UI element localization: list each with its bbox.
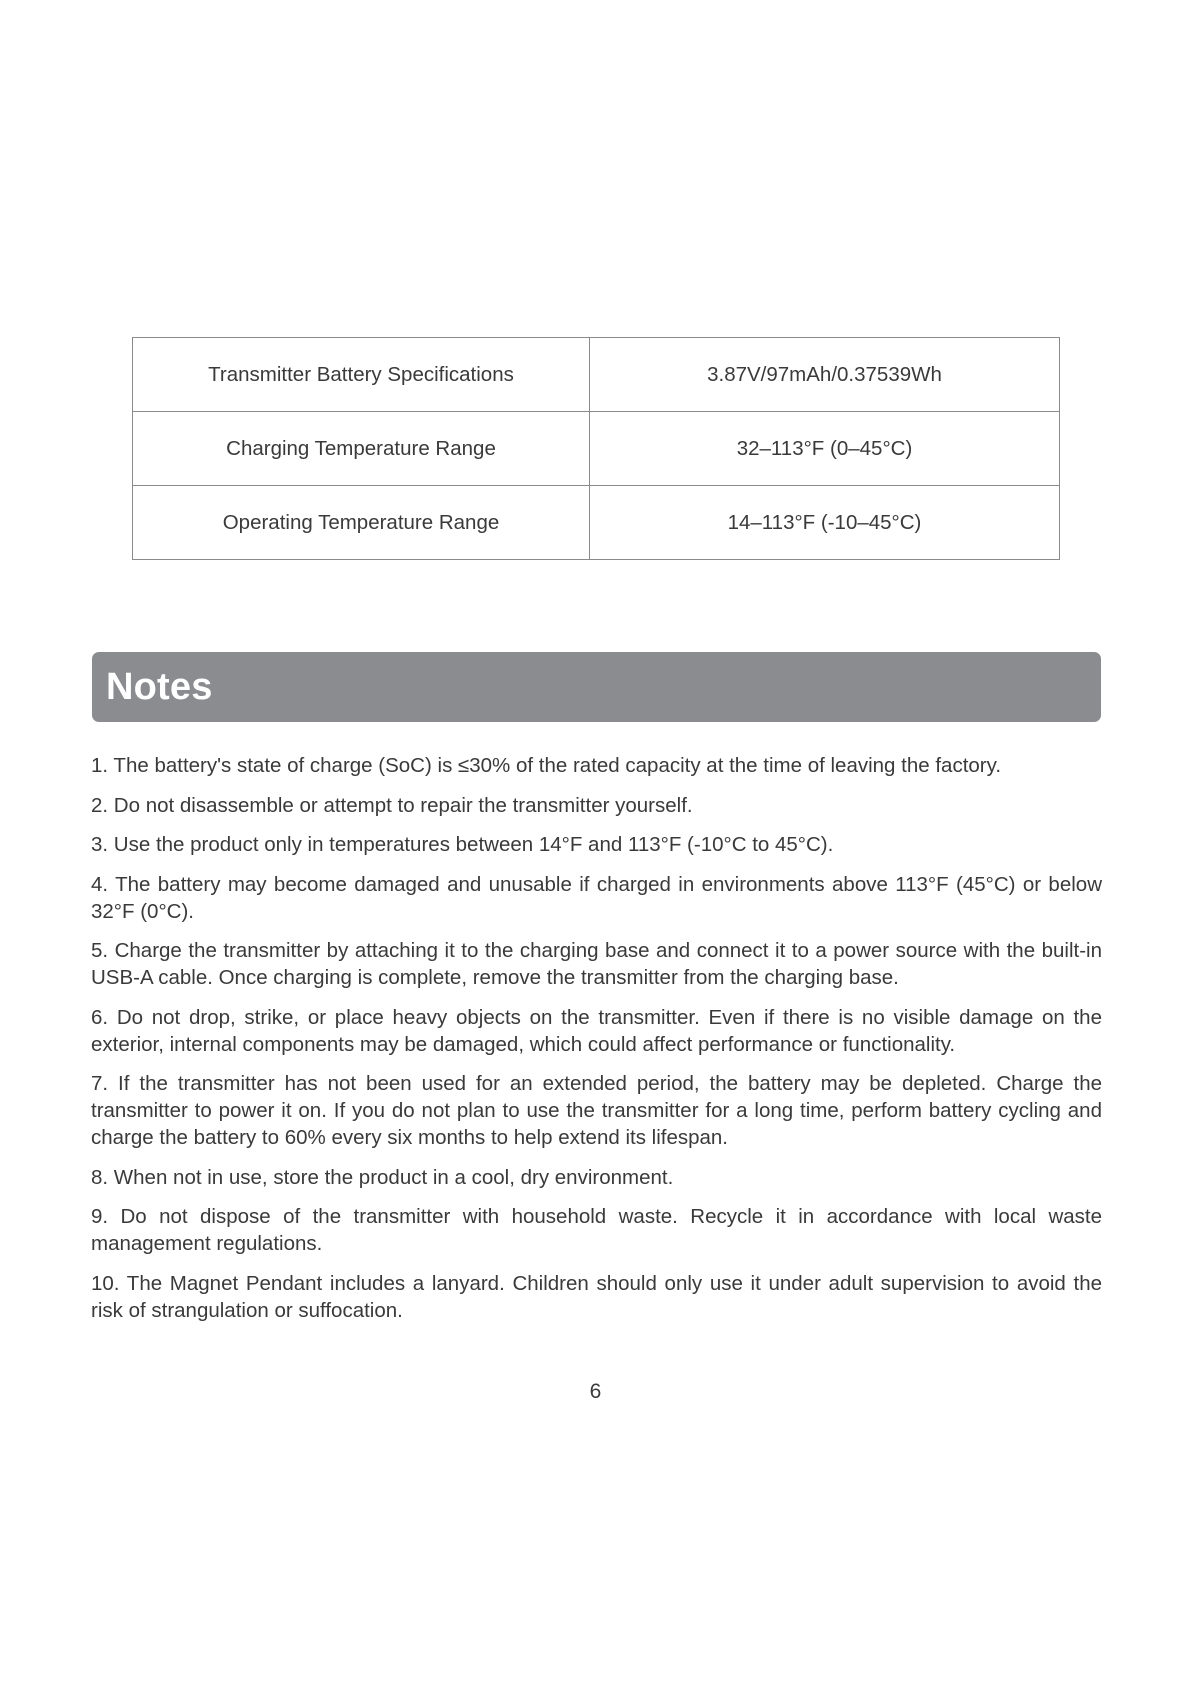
spec-value: 3.87V/97mAh/0.37539Wh (590, 338, 1060, 412)
list-item: 7. If the transmitter has not been used for an extended period, the battery may be depleted. Charge the transmitter to power it on. If you do not plan to use the transmitter for a long time, perform battery cycling and charge the battery to 60% every six months to help extend its lifespan. (91, 1072, 1102, 1149)
specifications-table (132, 337, 1060, 560)
notes-title: Notes (106, 665, 213, 708)
list-item: 9. Do not dispose of the transmitter with household waste. Recycle it in accordance with local waste management regulations. (91, 1205, 1102, 1255)
notes-list (91, 752, 1102, 1336)
spec-label: Charging Temperature Range (133, 412, 590, 486)
notes-header-banner (92, 652, 1101, 722)
list-item: 1. The battery's state of charge (SoC) is ≤30% of the rated capacity at the time of leaving the factory. (91, 754, 1002, 777)
page-number: 6 (589, 1380, 602, 1403)
spec-label: Operating Temperature Range (133, 486, 590, 560)
spec-value: 14–113°F (-10–45°C) (590, 486, 1060, 560)
table-row (133, 412, 1060, 486)
table-row (133, 486, 1060, 560)
list-item: 3. Use the product only in temperatures between 14°F and 113°F (-10°C to 45°C). (91, 833, 834, 856)
table-row (133, 338, 1060, 412)
spec-label: Transmitter Battery Specifications (133, 338, 590, 412)
list-item: 4. The battery may become damaged and unusable if charged in environments above 113°F (45°C) or below 32°F (0°C). (91, 872, 1102, 923)
list-item: 2. Do not disassemble or attempt to repair the transmitter yourself. (91, 793, 693, 817)
spec-value: 32–113°F (0–45°C) (590, 412, 1060, 486)
list-item: 5. Charge the transmitter by attaching it to the charging base and connect it to a power source with the built-in USB-A cable. Once charging is complete, remove the transmitter from the charging base. (91, 939, 1102, 989)
list-item: 6. Do not drop, strike, or place heavy objects on the transmitter. Even if there is no visible damage on the exterior, internal components may be damaged, which could affect performance or functionality. (91, 1005, 1102, 1056)
list-item: 8. When not in use, store the product in a cool, dry environment. (91, 1165, 674, 1189)
list-item: 10. The Magnet Pendant includes a lanyard. Children should only use it under adult supervision to avoid the risk of strangulation or suffocation. (91, 1271, 1102, 1322)
